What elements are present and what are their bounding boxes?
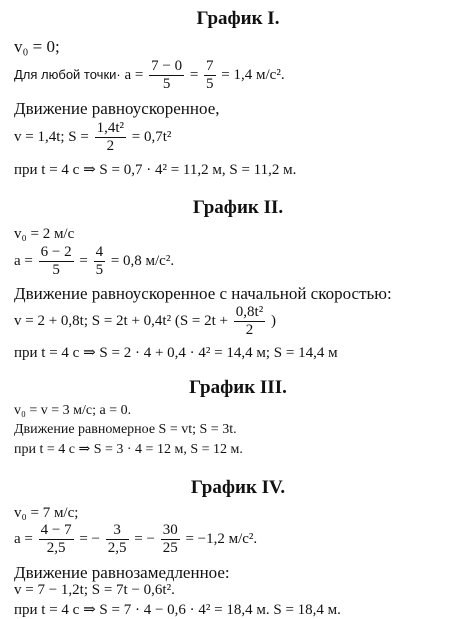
- graph-1-acceleration-lhs: a =: [124, 67, 144, 84]
- equals-sign: =: [189, 67, 199, 84]
- graph-1-velocity-distance: [14, 120, 171, 156]
- graph-2-acceleration: [14, 244, 174, 280]
- fraction-numerator: 4: [94, 244, 106, 262]
- graph-2-distance-fraction: [234, 304, 265, 340]
- graph-4-title: График IV.: [190, 477, 286, 498]
- graph-2-acceleration-value: = 0,8 м/с².: [110, 253, 175, 270]
- graph-2-fraction-1: [39, 244, 74, 280]
- fraction-numerator: 0,8t²: [234, 304, 265, 322]
- graph-4-velocity-distance: v = 7 − 1,2t; S = 7t − 0,6t².: [14, 582, 175, 598]
- graph-4-result: при t = 4 с ⇒ S = 7 · 4 − 0,6 · 4² = 18,4 м. S = 18,4 м.: [14, 602, 341, 618]
- graph-3-initial-velocity: v₀ = v = 3 м/с; a = 0.: [14, 403, 132, 418]
- graph-3-motion-type: Движение равномерное S = vt; S = 3t.: [14, 422, 237, 437]
- closing-parenthesis: ): [270, 313, 276, 330]
- graph-1-distance-fraction: [95, 120, 126, 156]
- fraction-numerator: 3: [106, 522, 129, 540]
- graph-1-fraction-1: [149, 58, 184, 94]
- graph-1-result: при t = 4 с ⇒ S = 0,7 · 4² = 11,2 м, S = 11,2 м.: [14, 162, 297, 178]
- graph-2-initial-velocity: v₀ = 2 м/с: [14, 226, 75, 242]
- fraction-numerator: 30: [161, 522, 180, 540]
- equals-minus-sign: = −: [79, 531, 101, 548]
- graph-1-acceleration-value: = 1,4 м/с².: [221, 67, 285, 84]
- fraction-denominator: 5: [206, 76, 214, 93]
- distance-formula-tail: = 0,7t²: [131, 129, 172, 146]
- fraction-numerator: 6 − 2: [39, 244, 74, 262]
- equals-minus-sign: = −: [134, 531, 155, 548]
- fraction-denominator: 2: [245, 322, 254, 339]
- graph-1-motion-type: Движение равноускоренное,: [14, 99, 220, 118]
- graph-4-initial-velocity: v₀ = 7 м/с;: [14, 505, 79, 521]
- fraction-numerator: 1,4t²: [95, 120, 126, 138]
- velocity-equation: v = 1,4t; S =: [14, 129, 89, 146]
- fraction-denominator: 5: [52, 262, 60, 279]
- velocity-equation: v = 2 + 0,8t; S = 2t + 0,4t² (S = 2t +: [14, 313, 229, 330]
- acceleration-lhs: a =: [14, 531, 33, 548]
- graph-2-motion-type: Движение равноускоренное с начальной скоростью:: [14, 284, 392, 303]
- fraction-numerator: 7: [204, 58, 216, 76]
- graph-4-fraction-3: [161, 522, 180, 558]
- graph-2-title: График II.: [192, 197, 284, 218]
- fraction-numerator: 7 − 0: [149, 58, 184, 76]
- graph-1-fraction-2: [204, 58, 216, 94]
- equals-sign: =: [79, 253, 88, 270]
- fraction-denominator: 2: [106, 138, 115, 155]
- graph-3-title: График III.: [189, 377, 287, 398]
- graph-1-acceleration: [14, 58, 285, 94]
- graph-4-acceleration-value: = −1,2 м/с².: [185, 531, 258, 548]
- fraction-denominator: 25: [162, 540, 178, 557]
- fraction-denominator: 2,5: [107, 540, 127, 557]
- graph-2-result: при t = 4 с ⇒ S = 2 · 4 + 0,4 · 4² = 14,4 м; S = 14,4 м: [14, 345, 338, 361]
- graph-4-acceleration: [14, 522, 257, 558]
- graph-1-initial-velocity: v₀ = 0;: [14, 37, 60, 56]
- graph-3-result: при t = 4 с ⇒ S = 3 · 4 = 12 м, S = 12 м.: [14, 442, 243, 457]
- graph-1-title: График I.: [196, 8, 280, 29]
- graph-1-acceleration-lead: Для любой точки·: [14, 67, 121, 83]
- fraction-numerator: 4 − 7: [39, 522, 74, 540]
- graph-4-fraction-2: [106, 522, 129, 558]
- graph-2-velocity-distance: [14, 304, 276, 340]
- acceleration-lhs: a =: [14, 253, 33, 270]
- fraction-denominator: 5: [95, 262, 104, 279]
- fraction-denominator: 5: [162, 76, 171, 93]
- graph-4-motion-type: Движение равнозамедленное:: [14, 563, 230, 582]
- graph-2-fraction-2: [94, 244, 106, 280]
- fraction-denominator: 2,5: [46, 540, 66, 557]
- graph-4-fraction-1: [39, 522, 74, 558]
